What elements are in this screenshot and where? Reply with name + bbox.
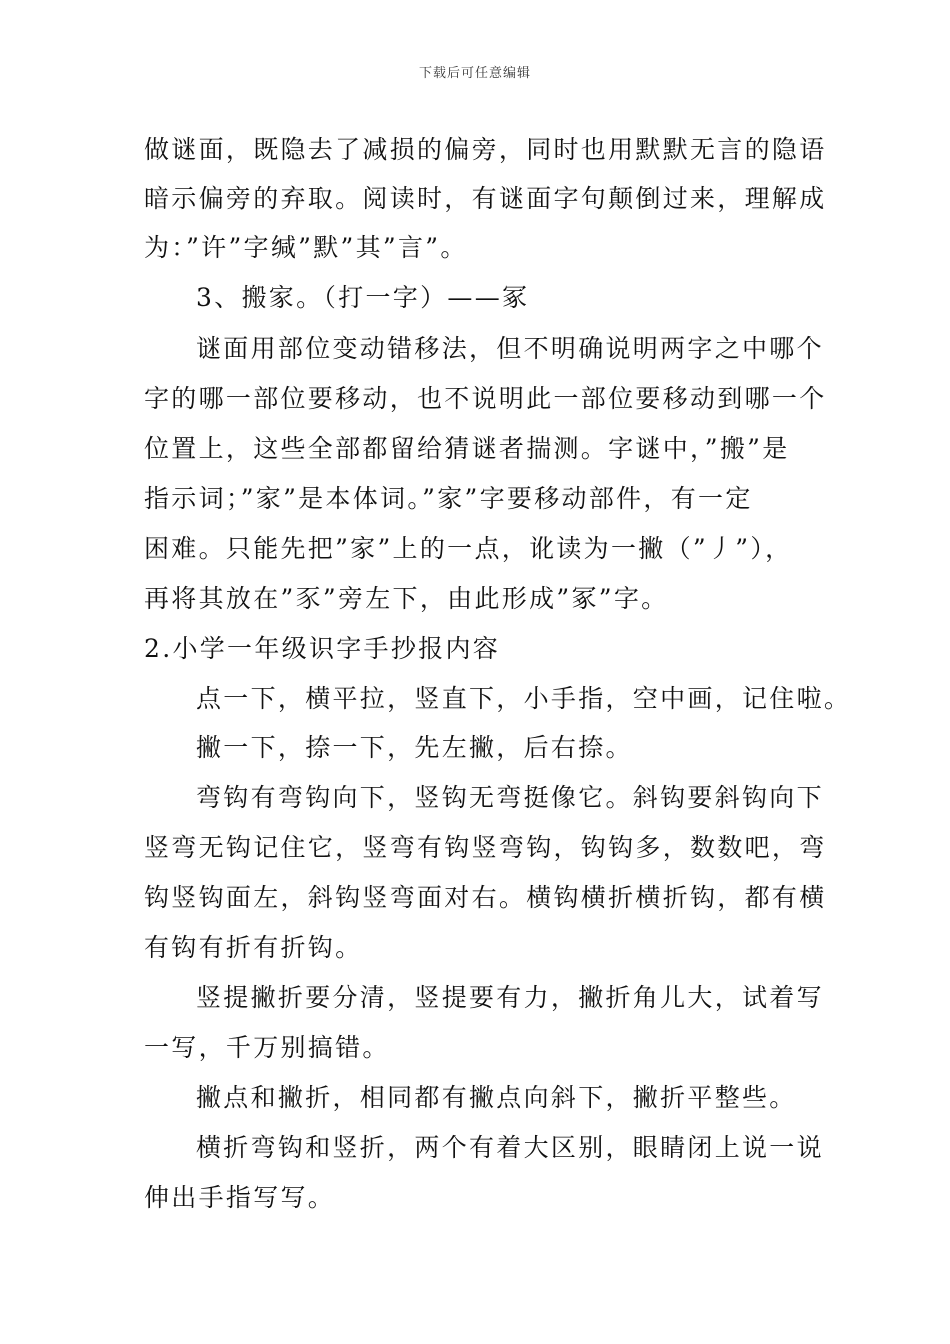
text-line-12: 点一下，横平拉，竖直下，小手指，空中画，记住啦。 xyxy=(196,684,852,713)
page-header: 下载后可任意编辑 xyxy=(418,66,531,81)
text-line-18: 竖提撇折要分清，竖提要有力，撇折角儿大，试着写 xyxy=(196,983,824,1012)
section-2-heading: 2.小学一年级识字手抄报内容 xyxy=(144,634,501,663)
text-line-5: 谜面用部位变动错移法，但不明确说明两字之中哪个 xyxy=(196,334,824,363)
text-line-21: 横折弯钩和竖折，两个有着大区别，眼睛闭上说一说 xyxy=(196,1133,824,1162)
text-line-17: 有钩有折有折钩。 xyxy=(144,933,363,962)
text-line-19: 一写，千万别搞错。 xyxy=(144,1033,390,1062)
text-line-14: 弯钩有弯钩向下，竖钩无弯挺像它。斜钩要斜钩向下 xyxy=(196,783,824,812)
text-line-9: 困难。只能先把”家”上的一点，讹读为一撇（”丿”）， xyxy=(144,534,793,563)
text-line-16: 钩竖钩面左，斜钩竖弯面对右。横钩横折横折钩，都有横 xyxy=(144,883,827,912)
text-line-7: 位置上，这些全部都留给猜谜者揣测。字谜中，”搬”是 xyxy=(144,434,790,463)
text-line-3: 为：”许”字缄”默”其”言”。 xyxy=(144,233,468,262)
text-line-1: 做谜面，既隐去了减损的偏旁，同时也用默默无言的隐语 xyxy=(144,135,827,164)
text-line-2: 暗示偏旁的弃取。阅读时，有谜面字句颠倒过来，理解成 xyxy=(144,184,827,213)
text-line-6: 字的哪一部位要移动，也不说明此一部位要移动到哪一个 xyxy=(144,384,827,413)
text-line-13: 撇一下，捺一下，先左撇，后右捺。 xyxy=(196,733,633,762)
text-line-10: 再将其放在”豕”旁左下，由此形成”冢”字。 xyxy=(144,584,669,613)
text-line-20: 撇点和撇折，相同都有撇点向斜下，撇折平整些。 xyxy=(196,1083,797,1112)
text-line-15: 竖弯无钩记住它，竖弯有钩竖弯钩，钩钩多，数数吧，弯 xyxy=(144,833,827,862)
riddle-3-heading: 3、搬家。（打一字）——冢 xyxy=(196,283,530,312)
text-line-22: 伸出手指写写。 xyxy=(144,1183,336,1212)
text-line-8: 指示词；”家”是本体词。”家”字要移动部件，有一定 xyxy=(144,484,753,513)
